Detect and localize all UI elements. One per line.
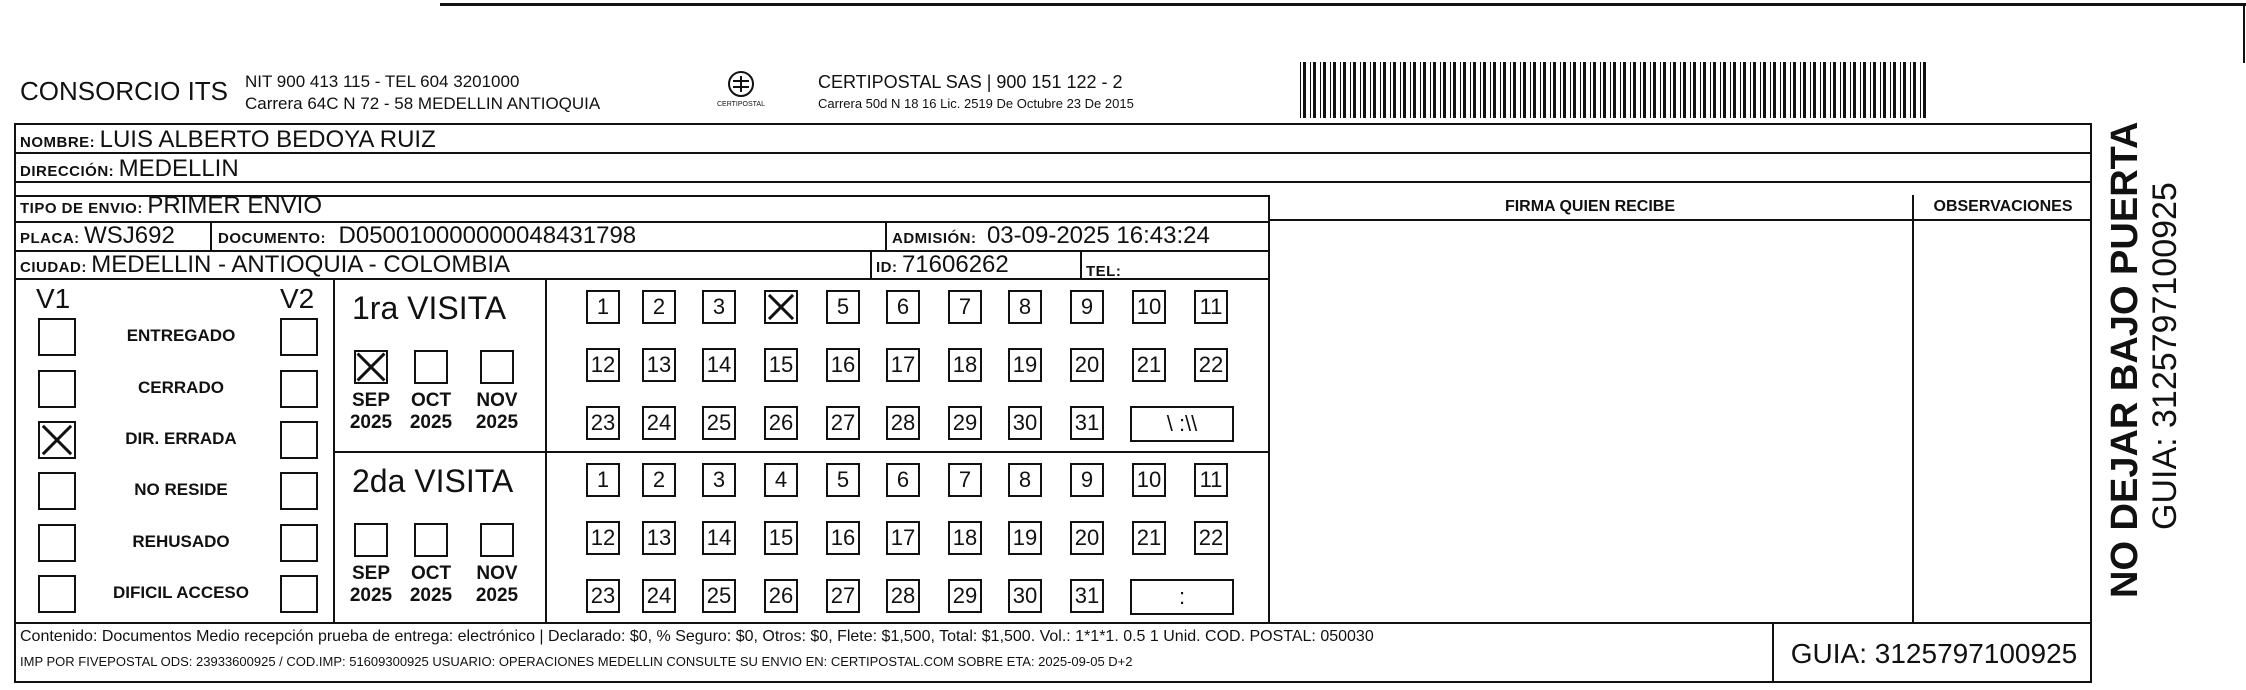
barcode-bar [1553,62,1556,118]
v1-checkbox[interactable] [38,421,76,459]
v1-checkbox[interactable] [38,370,76,408]
barcode-bar [1490,62,1491,118]
col-line [1912,195,1914,622]
barcode-bar [1723,62,1726,118]
row-line [1268,219,2092,221]
day-box[interactable]: 20 [1070,348,1104,382]
month-checkbox[interactable] [354,523,388,557]
day-box[interactable]: 31 [1070,406,1104,440]
day-box[interactable]: 7 [948,290,982,324]
day-box[interactable]: 5 [826,463,860,497]
month-checkbox[interactable] [480,523,514,557]
day-box[interactable]: 11 [1194,290,1228,324]
nombre-value: LUIS ALBERTO BEDOYA RUIZ [99,126,436,153]
day-box[interactable]: 13 [642,521,676,555]
day-box[interactable]: 9 [1070,463,1104,497]
barcode-bar [1820,62,1821,118]
day-box[interactable]: 17 [886,348,920,382]
barcode-bar [1473,62,1476,118]
day-box[interactable]: 21 [1132,521,1166,555]
day-box[interactable]: 25 [702,579,736,613]
day-box[interactable]: 4 [764,463,798,497]
barcode-bar [1783,62,1786,118]
barcode-bar [1593,62,1596,118]
status-label: DIR. ERRADA [125,429,237,448]
ciudad-row [20,251,510,279]
barcode-bar [1693,62,1696,118]
v2-checkbox[interactable] [280,421,318,459]
visit-title: 1ra VISITA [352,290,507,326]
barcode-bar [1903,62,1906,118]
direccion-row [20,155,239,183]
barcode-bar [1533,62,1536,118]
barcode-bar [1883,62,1886,118]
side-guia: GUIA: 3125797100925 [2146,182,2184,530]
month-name: SEP [351,563,391,584]
observaciones-label: OBSERVACIONES [1933,198,2073,215]
barcode-bar [1300,62,1301,118]
status-label: DIFICIL ACCESO [112,583,249,602]
barcode-bar [1390,62,1391,118]
visit-time-box[interactable]: : [1130,579,1234,615]
barcode-bar [1700,62,1701,118]
col-line [1268,195,1270,622]
month-label [343,390,399,434]
v2-checkbox[interactable] [280,318,318,356]
day-box[interactable]: 26 [764,406,798,440]
firma-label: FIRMA QUIEN RECIBE [1504,198,1676,215]
v2-checkbox[interactable] [280,472,318,510]
v2-label: V2 [280,283,315,314]
company-address: Carrera 64C N 72 - 58 MEDELLIN ANTIOQUIA [245,94,601,113]
barcode-bar [1780,62,1781,118]
barcode-bar [1510,62,1511,118]
day-box[interactable]: 5 [826,290,860,324]
v1-label: V1 [36,283,71,314]
barcode-bar [1450,62,1451,118]
month-label [469,390,525,434]
day-box[interactable]: 22 [1194,348,1228,382]
barcode-bar [1323,62,1326,118]
tipo-label: TIPO DE ENVIO: [20,200,143,217]
barcode-bar [1460,62,1461,118]
day-box[interactable]: 2 [642,290,676,324]
barcode-bar [1763,62,1766,118]
logo-emblem-icon [724,70,758,98]
barcode-bar [1800,62,1801,118]
barcode-bar [1853,62,1856,118]
v2-checkbox[interactable] [280,575,318,613]
barcode-bar [1380,62,1381,118]
day-box[interactable]: 3 [702,290,736,324]
month-year: 2025 [409,585,453,606]
barcode-bar [1810,62,1811,118]
barcode-bar [1893,62,1896,118]
barcode-bar [1663,62,1666,118]
day-box[interactable]: 17 [886,521,920,555]
barcode-bar [1560,62,1561,118]
nombre-row [20,126,436,154]
day-box[interactable]: 30 [1008,579,1042,613]
admision-label: ADMISIÓN: [892,230,977,247]
barcode-bar [1580,62,1581,118]
barcode-bar [1583,62,1586,118]
day-box[interactable]: 15 [764,521,798,555]
certipostal-line: CERTIPOSTAL SAS | 900 151 122 - 2 [818,72,1123,92]
barcode-bar [1803,62,1806,118]
month-year: 2025 [409,412,453,433]
barcode-bar [1823,62,1826,118]
day-box[interactable]: 8 [1008,463,1042,497]
barcode-bar [1343,62,1346,118]
barcode-bar [1673,62,1676,118]
id-value: 71606262 [901,251,1009,278]
documento-label: DOCUMENTO: [218,230,327,247]
visit-divider [333,451,1268,453]
day-box[interactable]: 16 [826,348,860,382]
v1-checkbox[interactable] [38,524,76,562]
day-box[interactable]: 23 [586,406,620,440]
day-box[interactable]: 12 [586,348,620,382]
barcode-bar [1740,62,1741,118]
placa-row [20,222,175,250]
barcode-bar [1433,62,1436,118]
barcode-bar [1530,62,1531,118]
day-box[interactable]: 18 [948,348,982,382]
barcode-bar [1870,62,1871,118]
documento-value: D050010000000048431798 [338,222,637,249]
month-label [343,563,399,607]
barcode-bar [1503,62,1506,118]
tipo-value: PRIMER ENVIO [147,192,323,219]
barcode-bar [1920,62,1921,118]
day-box[interactable]: 6 [886,290,920,324]
day-box[interactable]: 18 [948,521,982,555]
barcode-bar [1720,62,1721,118]
documento-row [218,222,636,250]
barcode-bar [1430,62,1431,118]
col-line [333,278,335,622]
barcode-bar [1630,62,1631,118]
logo-text: CERTIPOSTAL [717,101,765,108]
barcode-bar [1633,62,1636,118]
barcode-bar [1890,62,1891,118]
day-box[interactable]: 26 [764,579,798,613]
barcode-bar [1613,62,1616,118]
side-warning: NO DEJAR BAJO PUERTA [2104,121,2146,598]
barcode-bar [1643,62,1646,118]
admision-value: 03-09-2025 16:43:24 [986,222,1210,249]
placa-value: WSJ692 [84,222,175,249]
day-box[interactable]: 7 [948,463,982,497]
day-box[interactable]: 10 [1132,463,1166,497]
month-checkbox[interactable] [480,350,514,384]
day-box[interactable]: 31 [1070,579,1104,613]
status-label: ENTREGADO [126,326,236,345]
barcode-bar [1833,62,1836,118]
col-line [870,250,872,278]
day-box[interactable]: 19 [1008,521,1042,555]
barcode-bar [1770,62,1771,118]
v1-checkbox[interactable] [38,472,76,510]
day-box[interactable]: 1 [586,463,620,497]
barcode-bar [1750,62,1751,118]
day-box[interactable]: 21 [1132,348,1166,382]
barcode-bar [1760,62,1761,118]
col-line [545,278,547,622]
barcode-bar [1913,62,1916,118]
barcode-bar [1513,62,1516,118]
placa-label: PLACA: [20,230,80,247]
visit-title: 2da VISITA [352,463,514,499]
barcode-bar [1570,62,1571,118]
day-box[interactable]: 25 [702,406,736,440]
v2-checkbox[interactable] [280,370,318,408]
barcode-bar [1453,62,1456,118]
barcode-bar [1690,62,1691,118]
barcode-bar [1910,62,1911,118]
barcode-bar [1483,62,1486,118]
barcode-bar [1440,62,1441,118]
barcode-bar [1540,62,1541,118]
barcode-bar [1370,62,1371,118]
barcode-bar [1813,62,1816,118]
day-box[interactable]: 24 [642,579,676,613]
barcode-bar [1680,62,1681,118]
barcode-bar [1713,62,1716,118]
month-name: SEP [351,390,391,411]
footer-guia: GUIA: 3125797100925 [1790,638,2078,669]
day-box[interactable]: 28 [886,579,920,613]
day-box[interactable]: 29 [948,579,982,613]
day-box[interactable]: 9 [1070,290,1104,324]
barcode-bar [1363,62,1366,118]
month-year: 2025 [349,412,393,433]
barcode-bar [1403,62,1406,118]
top-right-rule [2243,3,2245,63]
barcode-bar [1620,62,1621,118]
day-box[interactable]: 11 [1194,463,1228,497]
visit-time-box[interactable]: \ :\\ [1130,406,1234,442]
barcode-bar [1743,62,1746,118]
barcode-bar [1340,62,1341,118]
month-year: 2025 [349,585,393,606]
day-box[interactable]: 27 [826,579,860,613]
barcode-bar [1350,62,1351,118]
barcode-bar [1360,62,1361,118]
barcode-bar [1563,62,1566,118]
barcode-bar [1523,62,1526,118]
month-label [469,563,525,607]
col-line [1080,250,1082,278]
barcode-bar [1500,62,1501,118]
v2-checkbox[interactable] [280,524,318,562]
month-name: OCT [410,563,452,584]
day-box[interactable]: 30 [1008,406,1042,440]
barcode-bar [1793,62,1796,118]
barcode-bar [1730,62,1731,118]
v1-checkbox[interactable] [38,575,76,613]
barcode-bar [1463,62,1466,118]
month-label [403,563,459,607]
ciudad-label: CIUDAD: [20,259,87,276]
col-line [1772,622,1774,683]
barcode-bar [1443,62,1446,118]
barcode-bar [1333,62,1336,118]
barcode-bar [1753,62,1756,118]
barcode-bar [1313,62,1316,118]
day-box[interactable]: 8 [1008,290,1042,324]
day-box[interactable] [764,290,798,324]
barcode-bar [1573,62,1576,118]
day-box[interactable]: 15 [764,348,798,382]
day-box[interactable]: 28 [886,406,920,440]
barcode-bar [1353,62,1356,118]
barcode-bar [1320,62,1321,118]
barcode-bar [1413,62,1416,118]
barcode-bar [1480,62,1481,118]
barcode-bar [1493,62,1496,118]
barcode-bar [1310,62,1311,118]
barcode-bar [1773,62,1776,118]
nombre-label: NOMBRE: [20,134,96,151]
barcode-bar [1900,62,1901,118]
barcode-bar [1400,62,1401,118]
status-label: NO RESIDE [134,480,228,499]
barcode-bar [1790,62,1791,118]
barcode-bar [1830,62,1831,118]
barcode-bar [1600,62,1601,118]
day-box[interactable]: 22 [1194,521,1228,555]
admision-row [892,222,1210,250]
day-box[interactable]: 14 [702,348,736,382]
certipostal-address: Carrera 50d N 18 16 Lic. 2519 De Octubre 23 De 2015 [818,96,1134,111]
barcode-bar [1880,62,1881,118]
month-checkbox[interactable] [354,350,388,384]
footer-imp: IMP POR FIVEPOSTAL ODS: 23933600925 / COD.IMP: 51609300925 USUARIO: OPERACIONES MEDELLIN CONSULTE SU ENVIO EN: CERTIPOSTAL.COM SOBRE ETA: 2025-09-05 D+2 [20,654,1133,669]
day-box[interactable]: 1 [586,290,620,324]
tel-row [1086,255,1121,283]
barcode-bar [1640,62,1641,118]
day-box[interactable]: 14 [702,521,736,555]
barcode-bar [1660,62,1661,118]
company-name: CONSORCIO ITS [20,76,229,106]
day-box[interactable]: 13 [642,348,676,382]
status-label: REHUSADO [132,532,230,551]
barcode-bar [1303,62,1306,118]
barcode-bar [1860,62,1861,118]
barcode-bar [1420,62,1421,118]
barcode-bar [1863,62,1866,118]
month-checkbox[interactable] [414,350,448,384]
row-line [14,181,2092,183]
col-line [885,221,887,250]
row-line [14,622,2092,624]
barcode [1300,62,1940,118]
barcode-bar [1610,62,1611,118]
barcode-bar [1330,62,1331,118]
barcode-bar [1710,62,1711,118]
v1-checkbox[interactable] [38,318,76,356]
barcode-bar [1470,62,1471,118]
day-box[interactable]: 16 [826,521,860,555]
day-box[interactable]: 20 [1070,521,1104,555]
barcode-bar [1383,62,1386,118]
day-box[interactable]: 29 [948,406,982,440]
barcode-bar [1423,62,1426,118]
month-label [403,390,459,434]
barcode-bar [1843,62,1846,118]
barcode-bar [1650,62,1651,118]
direccion-value: MEDELLIN [118,155,239,182]
id-row [876,251,1009,279]
barcode-bar [1373,62,1376,118]
barcode-bar [1733,62,1736,118]
month-name: NOV [476,563,518,584]
day-box[interactable]: 23 [586,579,620,613]
barcode-bar [1840,62,1841,118]
barcode-bar [1850,62,1851,118]
ciudad-value: MEDELLIN - ANTIOQUIA - COLOMBIA [91,251,511,278]
day-box[interactable]: 6 [886,463,920,497]
barcode-bar [1393,62,1396,118]
month-checkbox[interactable] [414,523,448,557]
tipo-row [20,192,322,220]
month-name: OCT [410,390,452,411]
day-box[interactable]: 19 [1008,348,1042,382]
nit-line: NIT 900 413 115 - TEL 604 3201000 [245,72,520,91]
id-label: ID: [876,259,898,276]
barcode-bar [1410,62,1411,118]
barcode-bar [1703,62,1706,118]
barcode-bar [1623,62,1626,118]
day-box[interactable]: 10 [1132,290,1166,324]
certipostal-logo [705,70,777,118]
day-box[interactable]: 24 [642,406,676,440]
direccion-label: DIRECCIÓN: [20,163,115,180]
day-box[interactable]: 12 [586,521,620,555]
month-year: 2025 [475,585,519,606]
barcode-bar [1683,62,1686,118]
day-box[interactable]: 3 [702,463,736,497]
top-rule [440,3,2246,6]
barcode-bar [1543,62,1546,118]
day-box[interactable]: 2 [642,463,676,497]
col-line [210,221,212,250]
status-label: CERRADO [138,378,224,397]
tel-label: TEL: [1086,263,1122,280]
barcode-bar [1590,62,1591,118]
day-box[interactable]: 27 [826,406,860,440]
month-name: NOV [476,390,518,411]
barcode-bar [1923,62,1926,118]
barcode-bar [1653,62,1656,118]
barcode-bar [1603,62,1606,118]
barcode-bar [1670,62,1671,118]
month-year: 2025 [475,412,519,433]
barcode-bar [1550,62,1551,118]
barcode-bar [1520,62,1521,118]
barcode-bar [1873,62,1876,118]
footer-contenido: Contenido: Documentos Medio recepción prueba de entrega: electrónico | Declarado: $0, % Seguro: $0, Otros: $0, Flete: $1,500, Total: $1,500. Vol.: 1*1*1. 0.5 1 Unid. COD. POSTAL: 050030 [20,628,1374,645]
